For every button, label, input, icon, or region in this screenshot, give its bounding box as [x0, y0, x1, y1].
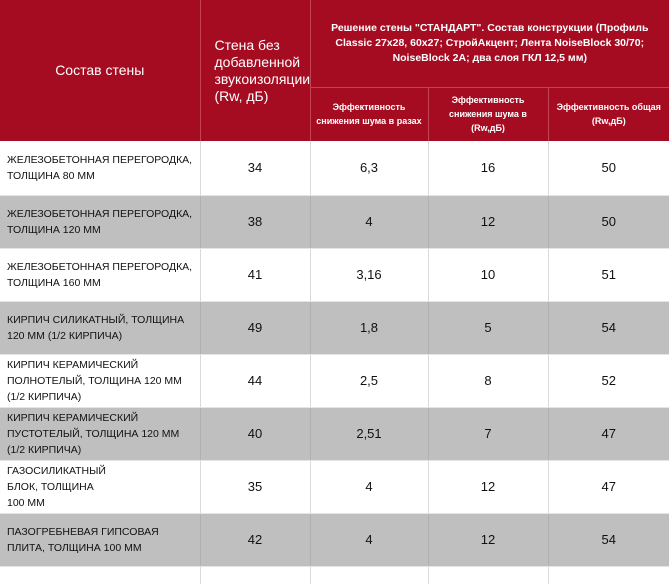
- table-row: [0, 195, 669, 248]
- eff-times-value: 6,3: [310, 141, 428, 195]
- header-baseline-rw: Стена без добавленной звукоизоляции (Rw, дБ): [200, 0, 310, 141]
- header-composition: Состав стены: [0, 0, 200, 141]
- eff-times-value: 1,8: [310, 301, 428, 354]
- eff-times-value: 4: [310, 513, 428, 566]
- eff-db-value: 12: [428, 460, 548, 513]
- wall-composition: ГАЗОСИЛИКАТНЫЙ БЛОК, ТОЛЩИНА 100 ММ: [0, 460, 200, 513]
- wall-composition: КИРПИЧ КЕРАМИЧЕСКИЙ ПУСТОТЕЛЫЙ, ТОЛЩИНА 120 ММ (1/2 КИРПИЧА): [0, 407, 200, 460]
- header-eff-total: Эффективность общая (Rw,дБ): [548, 87, 669, 141]
- header-solution-standard: Решение стены "СТАНДАРТ". Состав конструкции (Профиль Classic 27х28, 60х27; СтройАкцент; Лента NoiseBlock 30/70; NoiseBlock 2A; два слоя ГКЛ 12,5 мм): [310, 0, 669, 87]
- eff-db-value: 16: [428, 141, 548, 195]
- baseline-rw-value: 44: [200, 354, 310, 407]
- table-row: [0, 513, 669, 566]
- eff-total-value: 54: [548, 301, 669, 354]
- header-eff-times: Эффективность снижения шума в разах: [310, 87, 428, 141]
- tail-cell: [428, 566, 548, 584]
- eff-times-value: 4: [310, 195, 428, 248]
- eff-total-value: 51: [548, 248, 669, 301]
- baseline-rw-value: 49: [200, 301, 310, 354]
- header-row-top: [0, 0, 669, 87]
- eff-db-value: 10: [428, 248, 548, 301]
- eff-times-value: 2,51: [310, 407, 428, 460]
- tail-cell: [310, 566, 428, 584]
- eff-db-value: 7: [428, 407, 548, 460]
- wall-composition: КИРПИЧ СИЛИКАТНЫЙ, ТОЛЩИНА 120 ММ (1/2 КИРПИЧА): [0, 301, 200, 354]
- baseline-rw-value: 35: [200, 460, 310, 513]
- tail-cell: [200, 566, 310, 584]
- tail-cell: [0, 566, 200, 584]
- tail-cell: [548, 566, 669, 584]
- header-eff-db: Эффективность снижения шума в (Rw,дБ): [428, 87, 548, 141]
- eff-total-value: 50: [548, 195, 669, 248]
- table-tail-row: [0, 566, 669, 584]
- eff-total-value: 54: [548, 513, 669, 566]
- baseline-rw-value: 41: [200, 248, 310, 301]
- eff-db-value: 12: [428, 195, 548, 248]
- table-row: [0, 407, 669, 460]
- eff-times-value: 4: [310, 460, 428, 513]
- baseline-rw-value: 34: [200, 141, 310, 195]
- baseline-rw-value: 42: [200, 513, 310, 566]
- baseline-rw-value: 40: [200, 407, 310, 460]
- table-row: [0, 301, 669, 354]
- eff-total-value: 47: [548, 407, 669, 460]
- table-row: [0, 141, 669, 195]
- baseline-rw-value: 38: [200, 195, 310, 248]
- wall-composition: ЖЕЛЕЗОБЕТОННАЯ ПЕРЕГОРОДКА, ТОЛЩИНА 120 ММ: [0, 195, 200, 248]
- wall-composition: ЖЕЛЕЗОБЕТОННАЯ ПЕРЕГОРОДКА, ТОЛЩИНА 160 ММ: [0, 248, 200, 301]
- eff-times-value: 3,16: [310, 248, 428, 301]
- table-row: [0, 354, 669, 407]
- eff-total-value: 50: [548, 141, 669, 195]
- table-row: [0, 248, 669, 301]
- wall-composition: ПАЗОГРЕБНЕВАЯ ГИПСОВАЯ ПЛИТА, ТОЛЩИНА 100 ММ: [0, 513, 200, 566]
- wall-composition: ЖЕЛЕЗОБЕТОННАЯ ПЕРЕГОРОДКА, ТОЛЩИНА 80 ММ: [0, 141, 200, 195]
- table-row: [0, 460, 669, 513]
- eff-db-value: 8: [428, 354, 548, 407]
- eff-db-value: 5: [428, 301, 548, 354]
- eff-db-value: 12: [428, 513, 548, 566]
- eff-total-value: 47: [548, 460, 669, 513]
- wall-composition: КИРПИЧ КЕРАМИЧЕСКИЙ ПОЛНОТЕЛЫЙ, ТОЛЩИНА 120 ММ (1/2 КИРПИЧА): [0, 354, 200, 407]
- eff-total-value: 52: [548, 354, 669, 407]
- eff-times-value: 2,5: [310, 354, 428, 407]
